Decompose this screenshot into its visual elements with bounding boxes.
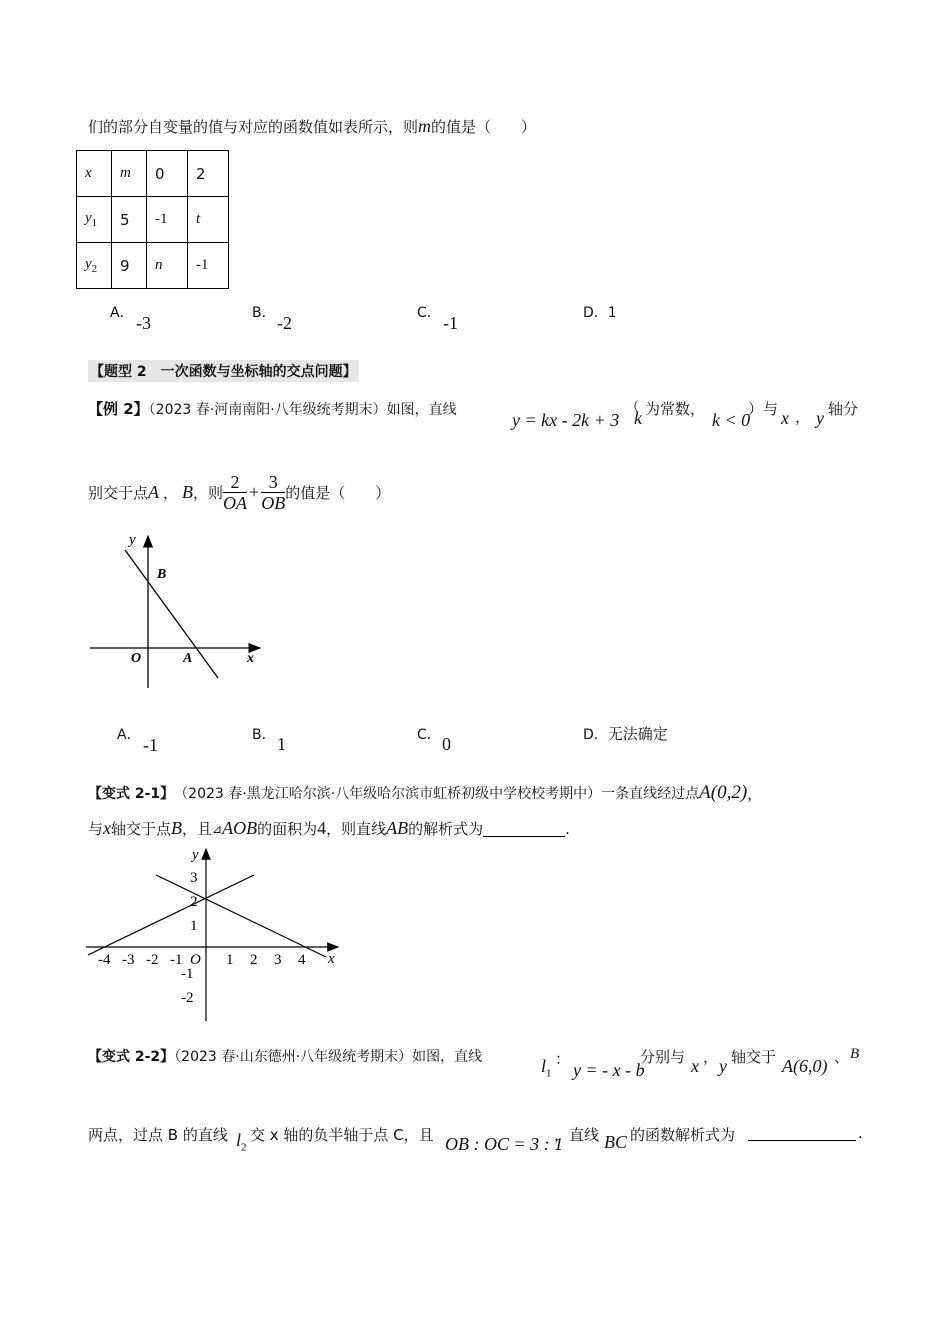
option-d[interactable] — [583, 723, 668, 744]
v21-b: 轴交于点 — [111, 820, 172, 838]
y-var: y — [816, 408, 824, 428]
v22-line2-b: 交 x 轴的负半轴于点 C，且 — [250, 1126, 434, 1144]
example-tag: 【例 2】 — [88, 400, 149, 418]
example2-line2 — [88, 472, 390, 513]
answer-blank[interactable] — [483, 820, 565, 837]
y-tick-label: 2 — [190, 894, 198, 910]
y1-label — [85, 210, 98, 229]
example2-line1 — [88, 398, 457, 419]
x-axis-label: x — [247, 651, 254, 666]
variant-tag: 【变式 2-1】 — [88, 786, 175, 802]
y2-label — [85, 256, 98, 275]
paren-close: ）与 — [748, 400, 779, 418]
table-cell: n — [147, 243, 188, 289]
example-source: （2023 春·河南南阳·八年级统考期末）如图，直线 — [148, 402, 457, 418]
option-b-value: 1 — [277, 734, 286, 754]
table-cell: x — [77, 151, 112, 197]
intro-text: 们的部分自变量的值与对应的函数值如表所示，则 — [88, 118, 419, 136]
var-letter: y — [85, 256, 92, 272]
option-a-value: -3 — [136, 313, 151, 333]
table-row — [77, 151, 229, 197]
line2-c: 的值是（ ） — [285, 484, 391, 502]
point-a-coord: A(6,0) — [782, 1056, 828, 1076]
ab: AB — [386, 818, 409, 838]
comma: ， — [163, 484, 179, 502]
sep: ， — [703, 1048, 719, 1066]
option-value: 1 — [607, 305, 617, 321]
variant-tag: 【变式 2-2】 — [88, 1049, 175, 1065]
var-letter: y — [85, 210, 92, 226]
variant-source: （2023 春·山东德州·八年级统考期末）如图，直线 — [174, 1049, 483, 1065]
l2-letter: l — [236, 1130, 242, 1150]
option-a-value: -1 — [143, 735, 158, 755]
table-cell — [77, 197, 112, 243]
option-b-value: -2 — [277, 313, 292, 333]
l2-sub: 2 — [241, 1141, 247, 1154]
line2-b: ，则 — [193, 484, 224, 502]
ratio: OB : OC = 3 : 1 — [445, 1134, 564, 1154]
answer-blank[interactable] — [748, 1124, 856, 1141]
k-var: k — [634, 408, 642, 428]
frac-den: OA — [223, 493, 248, 513]
x-var: x — [781, 408, 789, 428]
point-b-label: B — [157, 567, 167, 582]
option-c-value: -1 — [443, 313, 458, 333]
option-letter: D． — [583, 305, 608, 321]
v21-c: ，且 — [182, 820, 213, 838]
line-through-pos4 — [156, 875, 326, 957]
variant21-graph — [84, 845, 344, 1025]
variant-source: （2023 春·黑龙江哈尔滨·八年级哈尔滨市虹桥初级中学校校考期中）一条直线经过点 — [174, 786, 700, 802]
table-cell — [77, 243, 112, 289]
v21-a: 与 — [88, 820, 104, 838]
variant21-line2 — [88, 818, 570, 839]
option-c[interactable] — [417, 724, 441, 744]
k-condition: k < 0 — [712, 410, 751, 430]
option-b[interactable] — [252, 302, 276, 322]
v21-e: ，则直线 — [326, 820, 387, 838]
l1-sub: 1 — [546, 1067, 552, 1080]
x-tick-label: 2 — [250, 952, 258, 968]
x-tick-label: -2 — [146, 952, 159, 968]
table-cell: m — [112, 151, 147, 197]
y-axis-label: y — [129, 532, 136, 548]
table-row — [77, 243, 229, 289]
v22-line2-a: 两点，过点 B 的直线 — [88, 1126, 228, 1144]
x-tick-label: -4 — [98, 952, 111, 968]
origin-label: O — [131, 651, 142, 666]
bc: BC — [604, 1132, 628, 1152]
table-row — [77, 197, 229, 243]
plus: + — [249, 482, 260, 502]
table-cell: 5 — [112, 197, 147, 243]
var-m: m — [418, 116, 432, 136]
x-tick-label: -1 — [170, 952, 183, 968]
option-letter: C． — [417, 305, 441, 321]
y-tick-label: 1 — [190, 918, 198, 934]
option-a[interactable] — [117, 724, 141, 744]
v22-line2-d: 的函数解析式为 — [630, 1126, 736, 1144]
y-tick-label: -2 — [181, 990, 194, 1006]
x-var: x — [691, 1056, 699, 1076]
y-tick-label: -1 — [181, 966, 194, 982]
v21-end: . — [565, 819, 570, 838]
area-value: 4 — [317, 818, 327, 838]
axis-text: 轴分 — [828, 400, 859, 418]
line-through-neg4 — [88, 875, 254, 955]
x-var: x — [103, 818, 112, 838]
table-cell: t — [188, 197, 229, 243]
point-a: A — [148, 482, 160, 502]
variant21-line1 — [88, 782, 762, 804]
v22-line2-c: ，直线 — [554, 1126, 600, 1144]
option-letter: B． — [252, 727, 276, 743]
paren-open: （ — [626, 400, 640, 415]
option-letter: B． — [252, 305, 276, 321]
value-table — [76, 150, 229, 289]
table-cell: 9 — [112, 243, 147, 289]
option-letter: D． — [583, 727, 608, 743]
v21-d: 的面积为 — [257, 820, 318, 838]
option-a[interactable] — [110, 302, 134, 322]
option-letter: C． — [417, 727, 441, 743]
table-cell: -1 — [147, 197, 188, 243]
point-a-coord: A(0,2) — [699, 782, 748, 803]
variant22-line1 — [88, 1046, 482, 1066]
triangle-symbol: ⊿ — [212, 821, 223, 836]
point-b: B — [171, 818, 183, 838]
v22-end: . — [858, 1124, 863, 1142]
v21-f: 的解析式为 — [408, 820, 484, 838]
l1-equation: y = - x - b — [573, 1060, 645, 1080]
option-letter: A． — [110, 305, 134, 321]
frac-den: OB — [261, 493, 286, 513]
var-subscript: 1 — [91, 217, 98, 229]
x-axis-label: x — [328, 951, 335, 967]
y-tick-label: 3 — [190, 870, 198, 886]
dun: 、 — [834, 1048, 850, 1066]
intro-tail: 的值是（ ） — [431, 118, 537, 136]
section-header: 【题型 2 一次函数与坐标轴的交点问题】 — [88, 360, 359, 382]
table-cell: 2 — [188, 151, 229, 197]
y-axis-label: y — [192, 847, 199, 863]
point-b: B — [850, 1046, 860, 1062]
x-tick-label: 1 — [226, 952, 234, 968]
table-cell: -1 — [188, 243, 229, 289]
option-letter: A． — [117, 727, 141, 743]
l2-label — [236, 1130, 247, 1154]
option-d[interactable] — [583, 302, 617, 322]
example2-graph — [85, 528, 265, 693]
fraction-3-over-ob — [261, 472, 285, 513]
text-a: 分别与 — [640, 1048, 686, 1066]
sep: ， — [795, 408, 811, 426]
option-b[interactable] — [252, 724, 276, 744]
question-intro — [88, 116, 536, 137]
l1-letter: l — [541, 1056, 547, 1076]
fraction-2-over-oa — [223, 472, 247, 513]
l1-label — [541, 1056, 552, 1080]
option-c[interactable] — [417, 302, 441, 322]
aob: AOB — [222, 818, 258, 838]
colon: ： — [555, 1050, 571, 1068]
frac-num: 2 — [223, 472, 247, 493]
example2-equation: y = kx - 2k + 3 — [512, 410, 620, 430]
point-b: B — [182, 482, 194, 502]
option-value: 无法确定 — [607, 725, 668, 743]
var-subscript: 2 — [91, 263, 98, 275]
origin-label: O — [190, 952, 201, 968]
const-text: 为常数， — [645, 400, 706, 418]
x-tick-label: -3 — [122, 952, 135, 968]
x-tick-label: 3 — [274, 952, 282, 968]
option-c-value: 0 — [442, 734, 451, 754]
line2-a: 别交于点 — [88, 484, 149, 502]
point-tail: ， — [747, 784, 763, 803]
point-a-label: A — [183, 651, 193, 666]
table-cell: 0 — [147, 151, 188, 197]
x-tick-label: 4 — [298, 952, 306, 968]
y-var: y — [719, 1056, 727, 1076]
text-b: 轴交于 — [731, 1048, 777, 1066]
frac-num: 3 — [261, 472, 285, 493]
